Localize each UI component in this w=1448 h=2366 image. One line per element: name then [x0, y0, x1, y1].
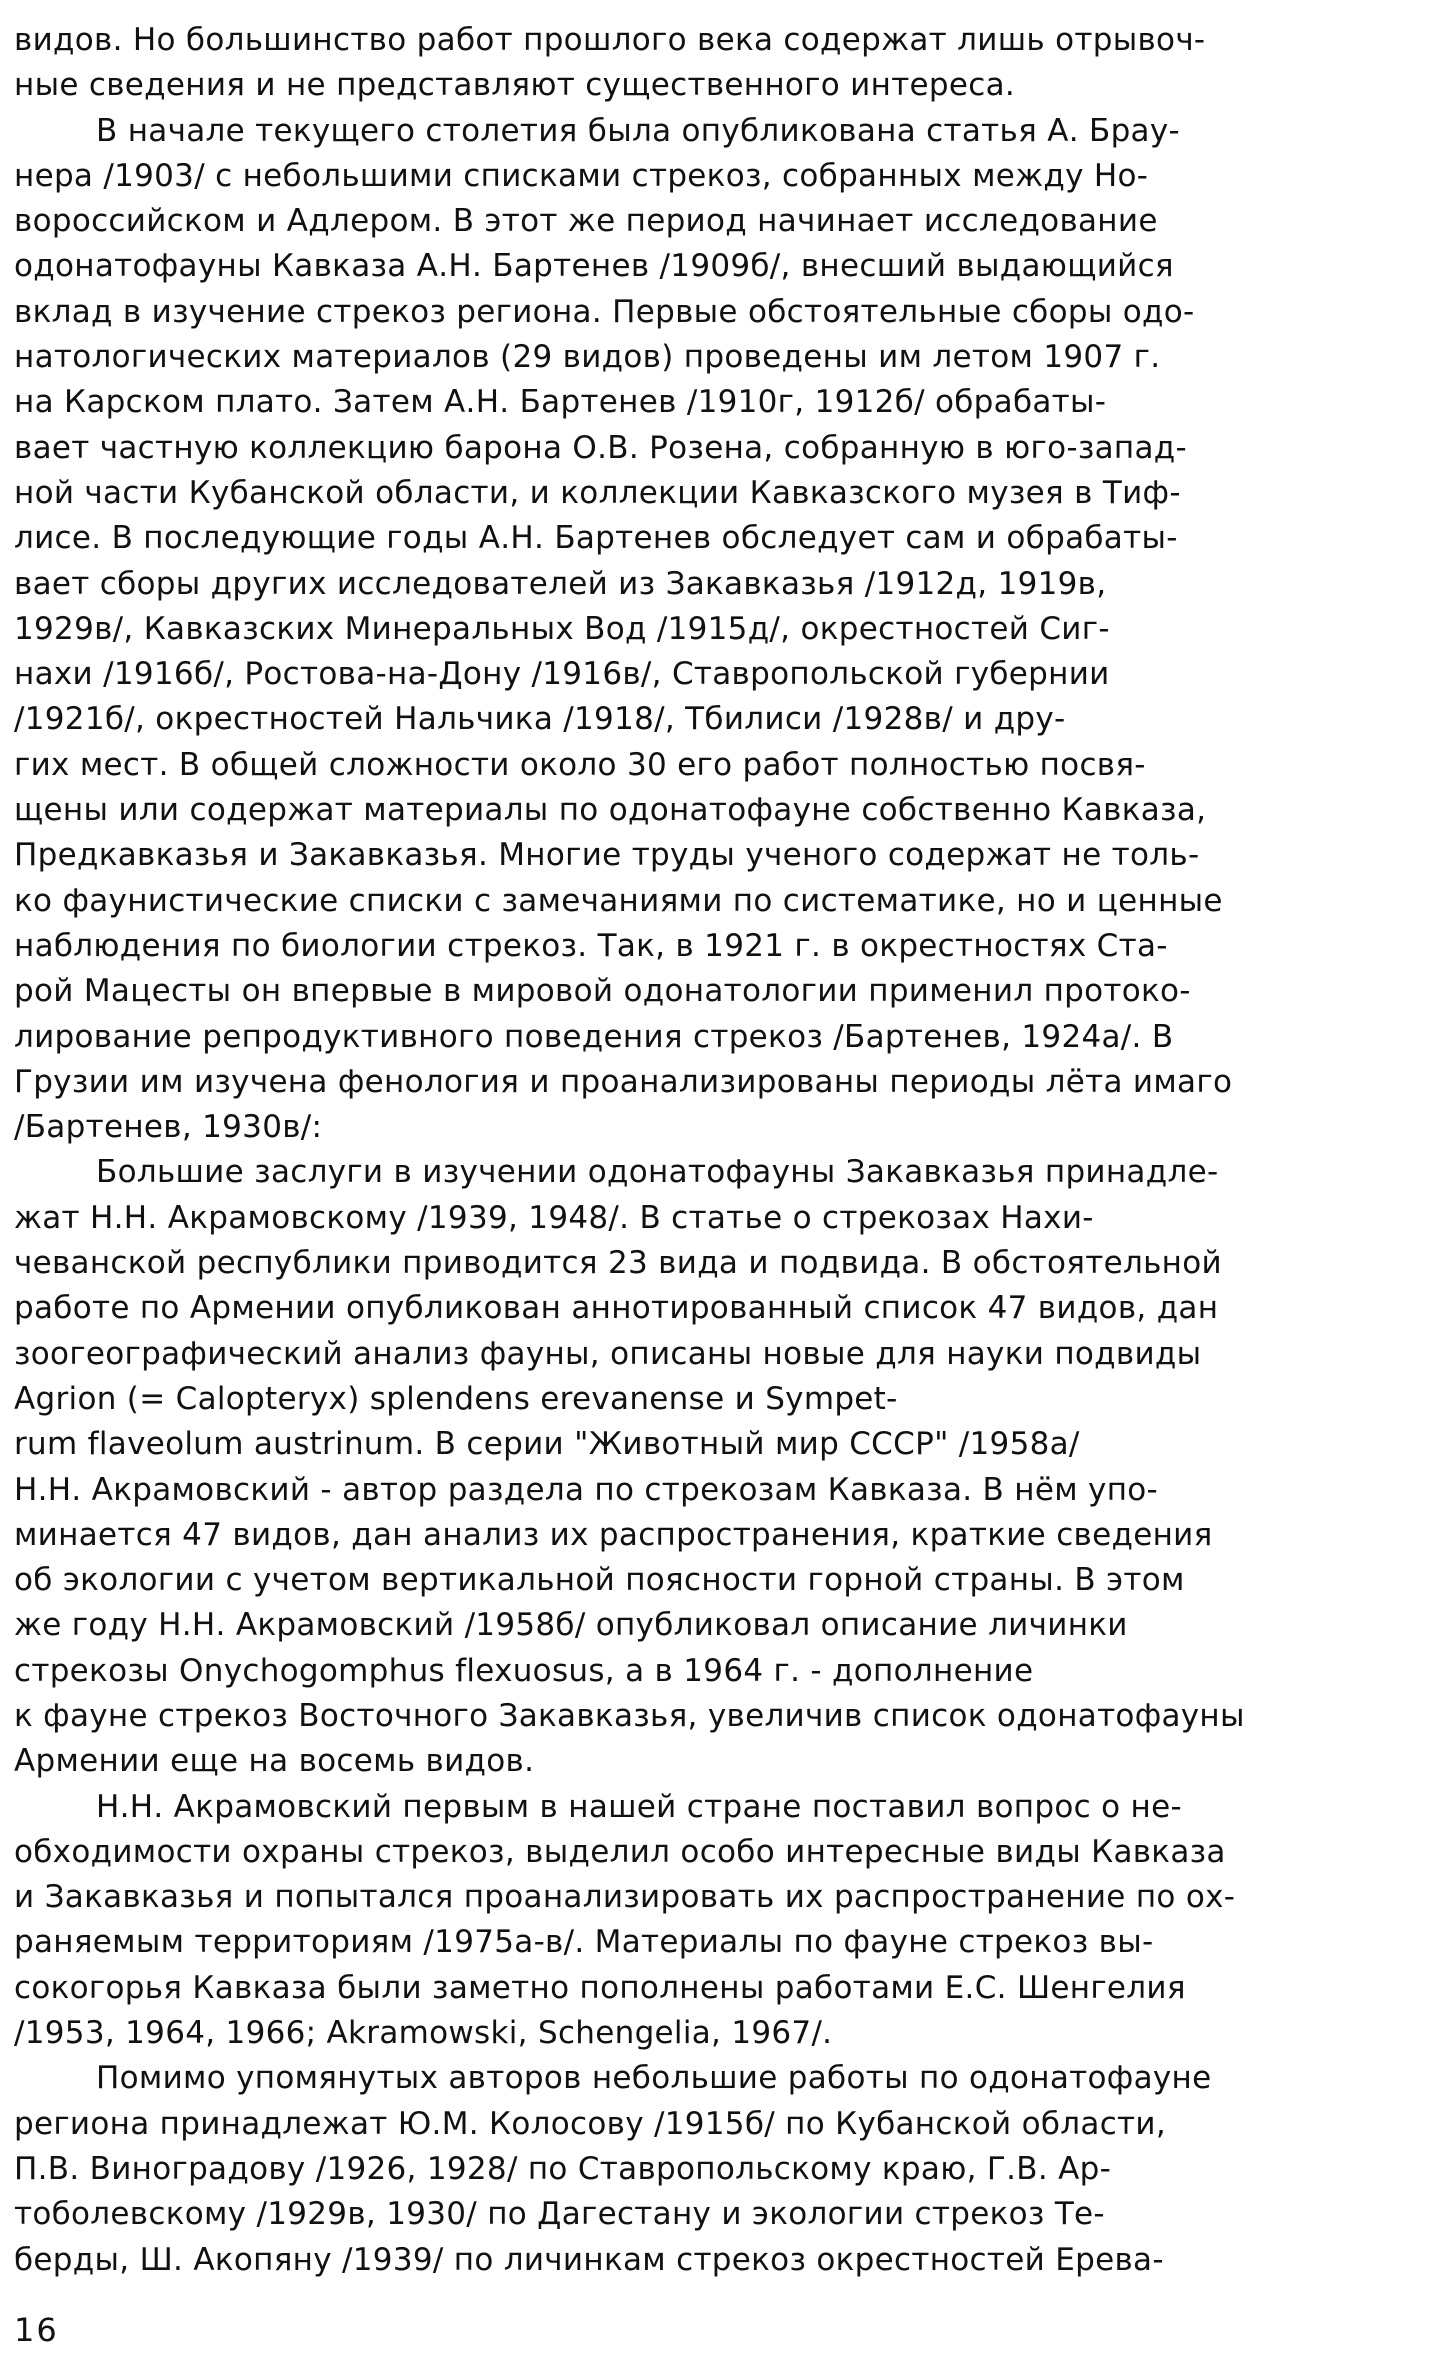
text-line: /Бартенев, 1930в/: — [14, 1109, 323, 1146]
text-line: об экологии с учетом вертикальной поясности горной страны. В этом — [14, 1562, 1185, 1599]
paragraph-first-line: В начале текущего столетия была опубликована статья А. Брау- — [96, 112, 1180, 149]
text-line: региона принадлежат Ю.М. Колосову /1915б/ по Кубанской области, — [14, 2105, 1167, 2142]
text-line: /1921б/, окрестностей Нальчика /1918/, Тбилиси /1928в/ и дру- — [14, 701, 1066, 738]
page-number: 16 — [14, 2311, 59, 2349]
text-line: нахи /1916б/, Ростова-на-Дону /1916в/, Ставропольской губернии — [14, 656, 1110, 693]
text-line: ко фаунистические списки с замечаниями по систематике, но и ценные — [14, 882, 1223, 919]
text-line: rum flaveolum austrinum. В серии "Животный мир СССР" /1958а/ — [14, 1426, 1080, 1463]
text-line: работе по Армении опубликован аннотированный список 47 видов, дан — [14, 1290, 1219, 1327]
text-line: же году Н.Н. Акрамовский /1958б/ опубликовал описание личинки — [14, 1607, 1128, 1644]
text-line: и Закавказья и попытался проанализировать их распространение по ох- — [14, 1879, 1236, 1916]
text-line: раняемым территориям /1975а-в/. Материалы по фауне стрекоз вы- — [14, 1924, 1154, 1961]
text-line: на Карском плато. Затем А.Н. Бартенев /1910г, 1912б/ обрабаты- — [14, 384, 1107, 421]
text-line: П.В. Виноградову /1926, 1928/ по Ставропольскому краю, Г.В. Ар- — [14, 2150, 1112, 2187]
text-line: вороссийском и Адлером. В этот же период начинает исследование — [14, 203, 1158, 240]
text-line: 1929в/, Кавказских Минеральных Вод /1915д/, окрестностей Сиг- — [14, 610, 1110, 647]
paragraph-first-line: Большие заслуги в изучении одонатофауны Закавказья принадле- — [96, 1154, 1219, 1191]
text-line: минается 47 видов, дан анализ их распространения, краткие сведения — [14, 1516, 1213, 1553]
text-line: ной части Кубанской области, и коллекции Кавказского музея в Тиф- — [14, 474, 1181, 511]
text-line: лисе. В последующие годы А.Н. Бартенев обследует сам и обрабаты- — [14, 520, 1178, 557]
text-line: натологических материалов (29 видов) проведены им летом 1907 г. — [14, 339, 1161, 376]
paragraph-first-line: Помимо упомянутых авторов небольшие работы по одонатофауне — [96, 2060, 1212, 2097]
text-line: стрекозы Onychogomphus flexuosus, а в 1964 г. - дополнение — [14, 1652, 1034, 1689]
text-line: вает частную коллекцию барона О.В. Розена, собранную в юго-запад- — [14, 429, 1187, 466]
text-line: Предкавказья и Закавказья. Многие труды ученого содержат не толь- — [14, 837, 1200, 874]
text-line: обходимости охраны стрекоз, выделил особо интересные виды Кавказа — [14, 1833, 1226, 1870]
paragraph-first-line: Н.Н. Акрамовский первым в нашей стране поставил вопрос о не- — [96, 1788, 1182, 1825]
text-line: нера /1903/ с небольшими списками стрекоз, собранных между Но- — [14, 157, 1149, 194]
text-line: Грузии им изучена фенология и проанализированы периоды лёта имаго — [14, 1063, 1233, 1100]
text-line: чеванской республики приводится 23 вида и подвида. В обстоятельной — [14, 1245, 1222, 1282]
text-line: Н.Н. Акрамовский - автор раздела по стрекозам Кавказа. В нём упо- — [14, 1471, 1159, 1508]
text-line: Армении еще на восемь видов. — [14, 1743, 535, 1780]
text-line: вает сборы других исследователей из Закавказья /1912д, 1919в, — [14, 565, 1107, 602]
text-line: рой Мацесты он впервые в мировой одонатологии применил протоко- — [14, 973, 1191, 1010]
text-line: щены или содержат материалы по одонатофауне собственно Кавказа, — [14, 792, 1207, 829]
body-text — [14, 18, 1420, 2283]
text-line: берды, Ш. Акопяну /1939/ по личинкам стрекоз окрестностей Ерева- — [14, 2241, 1164, 2278]
text-line: тоболевскому /1929в, 1930/ по Дагестану и экологии стрекоз Те- — [14, 2196, 1105, 2233]
text-line: к фауне стрекоз Восточного Закавказья, увеличив список одонатофауны — [14, 1697, 1245, 1734]
text-line: зоогеографический анализ фауны, описаны новые для науки подвиды — [14, 1335, 1202, 1372]
text-line: видов. Но большинство работ прошлого века содержат лишь отрывоч- — [14, 22, 1206, 58]
text-line: лирование репродуктивного поведения стрекоз /Бартенев, 1924а/. В — [14, 1018, 1174, 1055]
text-line: /1953, 1964, 1966; Akramowski, Schengelia, 1967/. — [14, 2015, 833, 2052]
text-line: гих мест. В общей сложности около 30 его работ полностью посвя- — [14, 746, 1146, 783]
text-line: ные сведения и не представляют существенного интереса. — [14, 67, 1016, 104]
text-line: вклад в изучение стрекоз региона. Первые обстоятельные сборы одо- — [14, 293, 1195, 330]
text-line: Agrion (= Calopteryx) splendens erevanense и Sympet- — [14, 1380, 898, 1417]
text-line: жат Н.Н. Акрамовскому /1939, 1948/. В статье о стрекозах Нахи- — [14, 1199, 1094, 1236]
text-line: сокогорья Кавказа были заметно пополнены работами Е.С. Шенгелия — [14, 1969, 1186, 2006]
text-line: наблюдения по биологии стрекоз. Так, в 1921 г. в окрестностях Ста- — [14, 927, 1168, 964]
text-line: одонатофауны Кавказа А.Н. Бартенев /1909б/, внесший выдающийся — [14, 248, 1174, 285]
